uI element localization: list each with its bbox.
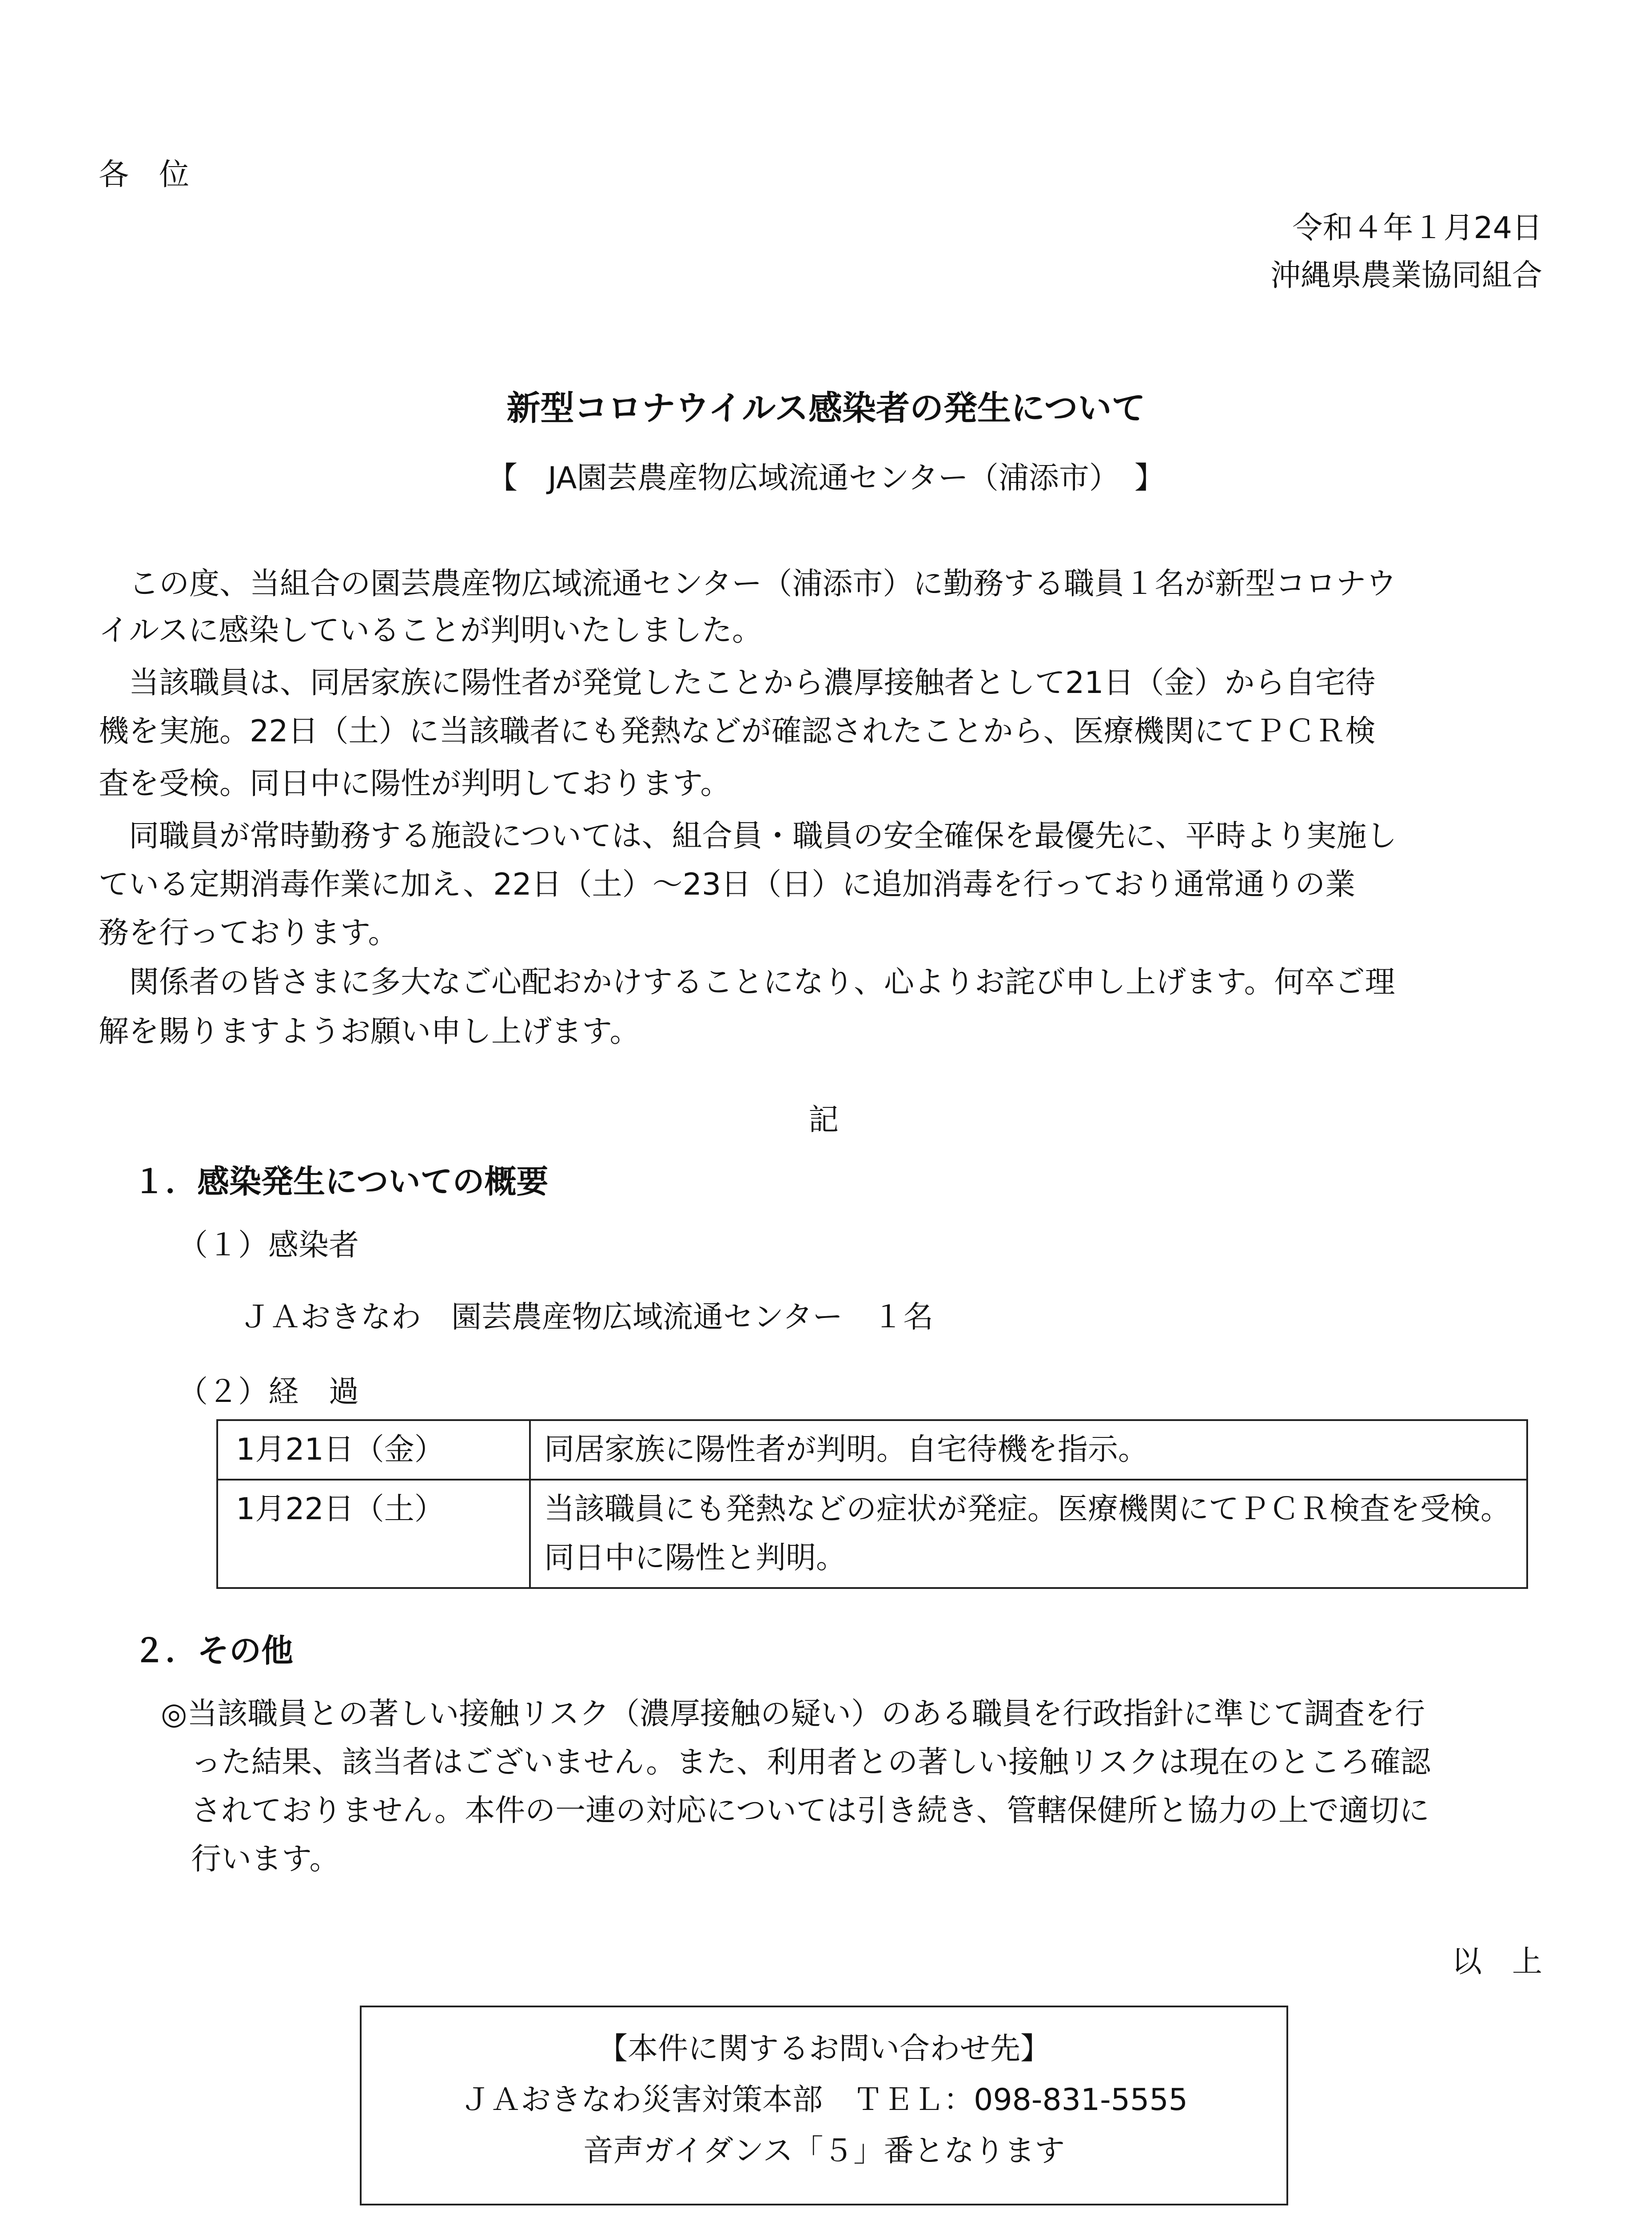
section2-heading: ２．その他 <box>133 1632 294 1669</box>
other-line: 行います。 <box>191 1842 340 1877</box>
body-line: イルスに感染していることが判明いたしました。 <box>99 613 762 648</box>
body-line: 当該職員は、同居家族に陽性者が発覚したことから濃厚接触者として21日（金）から自宅待 <box>99 665 1376 701</box>
contact-heading: 【本件に関するお問い合わせ先】 <box>597 2031 1051 2066</box>
body-line: 査を受検。同日中に陽性が判明しております。 <box>99 766 731 801</box>
contact-guidance: 音声ガイダンス「５」番となります <box>583 2133 1065 2169</box>
infected-heading: （１）感染者 <box>178 1228 359 1263</box>
closing: 以 上 <box>1451 1944 1542 1979</box>
section1-heading: １．感染発生についての概要 <box>133 1163 549 1200</box>
contact-org-tel: ＪＡおきなわ災害対策本部 ＴＥＬ：098-831-5555 <box>460 2082 1188 2118</box>
other-line: ◎当該職員との著しい接触リスク（濃厚接触の疑い）のある職員を行政指針に準じて調査を行 <box>161 1696 1425 1731</box>
body-line: 務を行っております。 <box>99 915 398 951</box>
issue-date: 令和４年１月24日 <box>1292 211 1542 246</box>
table-row <box>217 1480 1527 1588</box>
timeline-event: 当該職員にも発熱などの症状が発症。医療機関にてＰＣＲ検査を受検。同日中に陽性と判明。 <box>530 1480 1527 1588</box>
body-line: 解を賜りますようお願い申し上げます。 <box>99 1014 640 1049</box>
timeline-event: 同居家族に陽性者が判明。自宅待機を指示。 <box>530 1420 1527 1480</box>
timeline-date: 1月22日（土） <box>217 1480 530 1588</box>
infected-detail: ＪＡおきなわ 園芸農産物広域流通センター １名 <box>240 1300 934 1335</box>
body-line: 機を実施。22日（土）に当該職者にも発熱などが確認されたことから、医療機関にてＰＣＲ検 <box>99 714 1376 749</box>
document-subtitle: 【 JA園芸農産物広域流通センター（浦添市） 】 <box>487 461 1165 496</box>
progress-heading: （２）経 過 <box>178 1374 359 1409</box>
body-line: 同職員が常時勤務する施設については、組合員・職員の安全確保を最優先に、平時より実施し <box>99 819 1397 854</box>
other-line: されておりません。本件の一連の対応については引き続き、管轄保健所と協力の上で適切に <box>191 1793 1430 1828</box>
body-line: この度、当組合の園芸農産物広域流通センター（浦添市）に勤務する職員１名が新型コロナウ <box>99 566 1397 601</box>
document-title: 新型コロナウイルス感染者の発生について <box>506 388 1146 428</box>
ki-marker: 記 <box>808 1103 839 1138</box>
issuer: 沖縄県農業協同組合 <box>1270 258 1542 293</box>
contact-box <box>360 2006 1288 2205</box>
progress-table <box>216 1419 1528 1589</box>
recipient: 各 位 <box>99 157 190 192</box>
body-line: 関係者の皆さまに多大なご心配おかけすることになり、心よりお詫び申し上げます。何卒ご理 <box>99 965 1395 1000</box>
table-row <box>217 1420 1527 1480</box>
body-line: ている定期消毒作業に加え、22日（土）～23日（日）に追加消毒を行っており通常通りの業 <box>99 867 1356 902</box>
timeline-date: 1月21日（金） <box>217 1420 530 1480</box>
other-line: った結果、該当者はございません。また、利用者との著しい接触リスクは現在のところ確認 <box>191 1745 1431 1780</box>
